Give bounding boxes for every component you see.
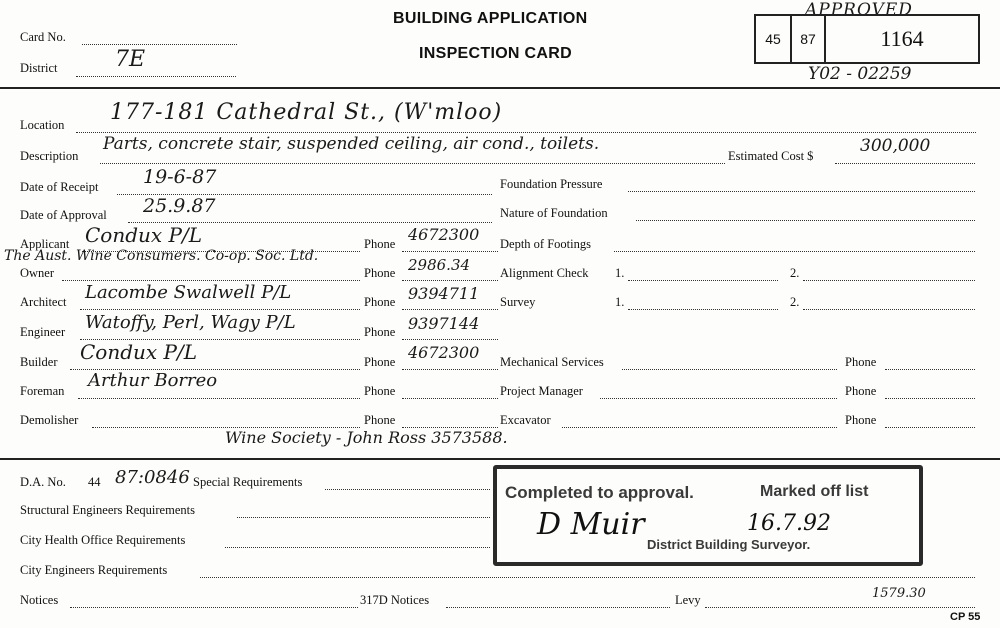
- structural-engineers-line: [237, 517, 490, 518]
- card-code-b: 87: [792, 16, 826, 62]
- alignment-check-label: Alignment Check: [500, 266, 589, 280]
- estimated-cost-value: 300,000: [860, 136, 931, 156]
- card-no-line: [82, 44, 237, 45]
- owner-line: [62, 280, 360, 281]
- title-line1: BUILDING APPLICATION: [393, 10, 588, 27]
- owner-value: The Aust. Wine Consumers. Co-op. Soc. Ltd.: [4, 248, 319, 264]
- builder-phone-label: Phone: [364, 355, 396, 369]
- foreman-line: [78, 398, 360, 399]
- location-value: 177-181 Cathedral St., (W'mloo): [110, 100, 503, 125]
- nature-of-foundation-label: Nature of Foundation: [500, 206, 608, 220]
- nature-of-foundation-line: [636, 220, 975, 221]
- date-of-approval-value: 25.9.87: [143, 195, 216, 217]
- card-code-a: 45: [756, 16, 792, 62]
- survey-2: 2.: [790, 295, 800, 309]
- title-line2: INSPECTION CARD: [419, 45, 572, 62]
- applicant-phone-label: Phone: [364, 237, 396, 251]
- header-divider: [0, 87, 1000, 89]
- architect-line: [80, 309, 360, 310]
- location-line: [76, 132, 976, 133]
- builder-phone-line: [402, 369, 498, 370]
- depth-of-footings-line: [614, 251, 975, 252]
- notices-line: [70, 607, 358, 608]
- completion-stamp: [493, 465, 923, 566]
- survey-line-1: [628, 309, 778, 310]
- survey-line-2: [803, 309, 975, 310]
- foundation-pressure-line: [628, 191, 975, 192]
- excavator-label: Excavator: [500, 413, 551, 427]
- architect-phone-label: Phone: [364, 295, 396, 309]
- city-engineers-line: [200, 577, 975, 578]
- alignment-check-line-2: [803, 280, 975, 281]
- project-manager-line: [600, 398, 837, 399]
- demolisher-phone-label: Phone: [364, 413, 396, 427]
- description-line: [100, 163, 725, 164]
- lower-divider: [0, 458, 1000, 460]
- form-code: CP 55: [950, 611, 981, 623]
- mechanical-phone-line: [885, 369, 975, 370]
- foreman-value: Arthur Borreo: [88, 370, 218, 391]
- date-of-approval-label: Date of Approval: [20, 208, 107, 222]
- demolisher-label: Demolisher: [20, 413, 79, 427]
- card-number: 1164: [880, 26, 924, 51]
- city-health-line: [225, 547, 490, 548]
- owner-label: Owner: [20, 266, 55, 280]
- da-no-prefix: 44: [88, 475, 101, 489]
- builder-phone: 4672300: [408, 343, 480, 362]
- engineer-phone: 9397144: [408, 314, 480, 333]
- stamp-completed-text: Completed to approval.: [505, 483, 694, 502]
- survey-label: Survey: [500, 295, 536, 309]
- notices-317d-line: [446, 607, 670, 608]
- survey-1: 1.: [615, 295, 625, 309]
- special-requirements-label: Special Requirements: [193, 475, 303, 489]
- estimated-cost-label: Estimated Cost $: [728, 149, 814, 163]
- foreman-label: Foreman: [20, 384, 65, 398]
- date-of-receipt-label: Date of Receipt: [20, 180, 99, 194]
- owner-phone-label: Phone: [364, 266, 396, 280]
- da-no-label: D.A. No.: [20, 475, 66, 489]
- applicant-phone: 4672300: [408, 225, 480, 244]
- alignment-check-1: 1.: [615, 266, 625, 280]
- architect-label: Architect: [20, 295, 67, 309]
- city-health-label: City Health Office Requirements: [20, 533, 186, 547]
- city-engineers-label: City Engineers Requirements: [20, 563, 168, 577]
- foundation-pressure-label: Foundation Pressure: [500, 177, 603, 191]
- stamp-surveyor-text: District Building Surveyor.: [647, 537, 811, 552]
- date-of-receipt-value: 19-6-87: [143, 166, 217, 188]
- mechanical-services-line: [622, 369, 837, 370]
- excavator-line: [562, 427, 837, 428]
- description-label: Description: [20, 149, 79, 163]
- description-value: Parts, concrete stair, suspended ceiling, air cond., toilets.: [103, 134, 600, 154]
- card-number-box: [754, 14, 980, 64]
- da-no-value: 87:0846: [115, 467, 190, 488]
- stamp-date: 16.7.92: [747, 511, 831, 536]
- engineer-value: Watoffy, Perl, Wagy P/L: [85, 312, 296, 333]
- location-label: Location: [20, 118, 65, 132]
- engineer-label: Engineer: [20, 325, 66, 339]
- district-value: 7E: [115, 47, 146, 72]
- depth-of-footings-label: Depth of Footings: [500, 237, 591, 251]
- builder-value: Condux P/L: [80, 340, 198, 364]
- district-label: District: [20, 61, 58, 75]
- excavator-phone-label: Phone: [845, 413, 877, 427]
- structural-engineers-label: Structural Engineers Requirements: [20, 503, 195, 517]
- wine-society-note: Wine Society - John Ross 3573588.: [225, 428, 508, 447]
- project-manager-label: Project Manager: [500, 384, 583, 398]
- architect-phone-line: [402, 309, 498, 310]
- engineer-phone-line: [402, 339, 498, 340]
- estimated-cost-line: [835, 163, 975, 164]
- owner-phone-line: [402, 280, 498, 281]
- excavator-phone-line: [885, 427, 975, 428]
- notices-label: Notices: [20, 593, 59, 607]
- project-manager-phone-line: [885, 398, 975, 399]
- engineer-phone-label: Phone: [364, 325, 396, 339]
- levy-line: [705, 607, 975, 608]
- notices-317d-label: 317D Notices: [360, 593, 430, 607]
- file-reference: Y02 - 02259: [808, 64, 912, 84]
- applicant-phone-line: [402, 251, 498, 252]
- owner-phone: 2986.34: [408, 256, 471, 274]
- stamp-signature: D Muir: [537, 507, 645, 542]
- applicant-value: Condux P/L: [85, 223, 203, 247]
- project-manager-phone-label: Phone: [845, 384, 877, 398]
- special-requirements-line: [325, 489, 490, 490]
- card-no-label: Card No.: [20, 30, 66, 44]
- levy-value: 1579.30: [872, 586, 926, 601]
- foreman-phone-label: Phone: [364, 384, 396, 398]
- alignment-check-2: 2.: [790, 266, 800, 280]
- builder-label: Builder: [20, 355, 58, 369]
- mechanical-phone-label: Phone: [845, 355, 877, 369]
- applicant-label: Applicant: [20, 237, 70, 251]
- levy-label: Levy: [675, 593, 701, 607]
- approved-note: APPROVED: [805, 0, 913, 20]
- stamp-marked-text: Marked off list: [760, 483, 869, 500]
- mechanical-services-label: Mechanical Services: [500, 355, 604, 369]
- foreman-phone-line: [402, 398, 498, 399]
- district-line: [76, 76, 236, 77]
- alignment-check-line-1: [628, 280, 778, 281]
- architect-phone: 9394711: [408, 284, 480, 303]
- architect-value: Lacombe Swalwell P/L: [85, 282, 292, 303]
